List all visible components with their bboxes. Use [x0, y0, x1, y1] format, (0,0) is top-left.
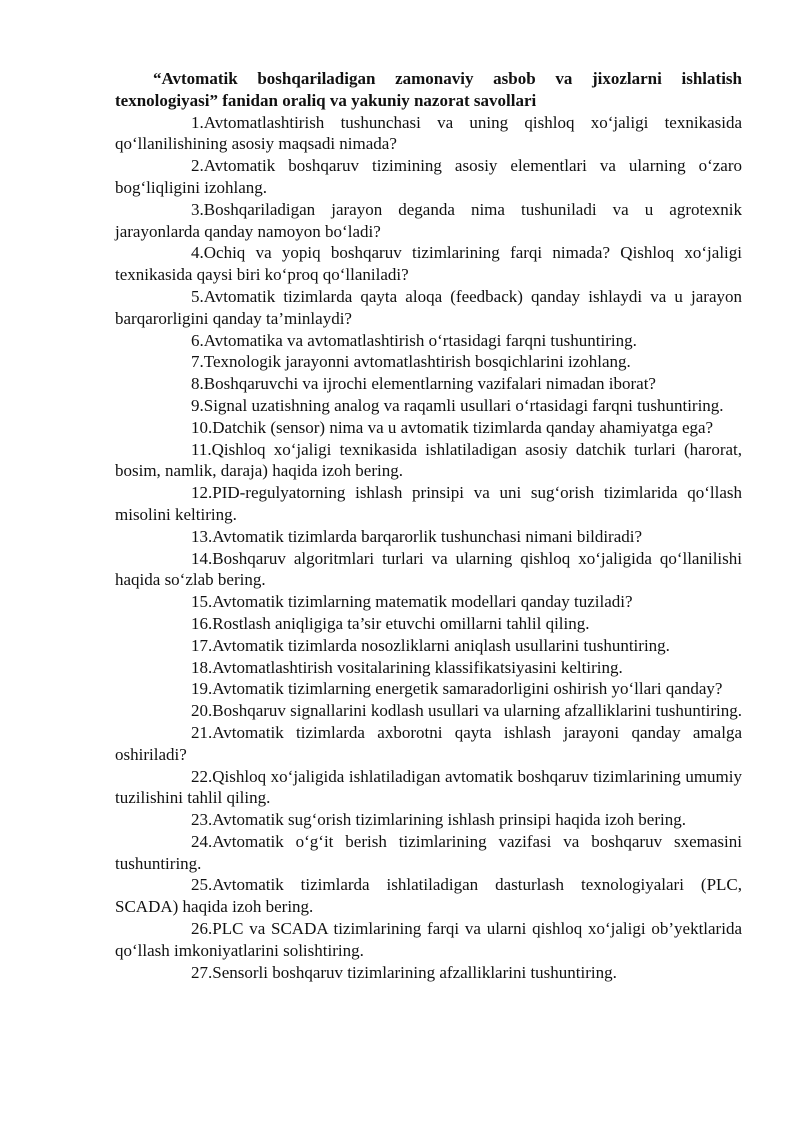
question-item — [115, 526, 742, 548]
question-number: 11. — [191, 439, 212, 459]
question-item — [115, 548, 742, 592]
question-number: 15. — [191, 592, 213, 612]
question-text: Rostlash aniqligiga ta’sir etuvchi omillarni tahlil qiling. — [212, 613, 590, 633]
question-text: Avtomatik tizimlarda barqarorlik tushunchasi nimani bildiradi? — [212, 526, 643, 546]
question-text: Sensorli boshqaruv tizimlarining afzalliklarini tushuntiring. — [212, 962, 617, 982]
question-number: 16. — [191, 613, 213, 633]
question-number: 27. — [191, 962, 213, 982]
question-item — [115, 155, 742, 199]
question-item — [115, 591, 742, 613]
question-number: 9. — [191, 395, 204, 415]
question-item — [115, 242, 742, 286]
question-text: Avtomatik o‘g‘it berish tizimlarining vazifasi va boshqaruv sxemasini tushuntiring. — [115, 831, 742, 873]
question-text: Texnologik jarayonni avtomatlashtirish bosqichlarini izohlang. — [203, 352, 631, 372]
question-text: Avtomatik tizimlarning energetik samaradorligini oshirish yo‘llari qanday? — [212, 679, 723, 699]
question-item — [115, 286, 742, 330]
question-number: 18. — [191, 657, 213, 677]
question-text: Boshqaruv signallarini kodlash usullari va ularning afzalliklarini tushuntiring. — [212, 701, 742, 721]
question-number: 8. — [191, 374, 204, 394]
question-number: 7. — [191, 352, 204, 372]
question-number: 14. — [191, 548, 213, 568]
question-item — [115, 874, 742, 918]
question-number: 20. — [191, 701, 213, 721]
question-number: 4. — [191, 243, 204, 263]
question-number: 10. — [191, 417, 213, 437]
question-number: 19. — [191, 679, 213, 699]
question-text: Qishloq xo‘jaligida ishlatiladigan avtomatik boshqaruv tizimlarining umumiy tuzilishini tahlil qiling. — [115, 766, 742, 808]
question-text: Avtomatik tizimlarning matematik modellari qanday tuziladi? — [212, 592, 633, 612]
question-item — [115, 482, 742, 526]
question-text: Avtomatik tizimlarda axborotni qayta ishlash jarayoni qanday amalga oshiriladi? — [115, 722, 742, 764]
question-text: Avtomatik tizimlarda ishlatiladigan dasturlash texnologiyalari (PLC, SCADA) haqida izoh bering. — [115, 875, 742, 917]
document-title: “Avtomatik boshqariladigan zamonaviy asbob va jixozlarni ishlatish texnologiyasi” fanidan oraliq va yakuniy nazorat savollari — [115, 69, 742, 110]
question-list — [115, 112, 742, 984]
question-text: Datchik (sensor) nima va u avtomatik tizimlarda qanday ahamiyatga ega? — [212, 417, 714, 437]
question-number: 2. — [191, 156, 204, 176]
question-text: Avtomatik tizimlarda qayta aloqa (feedback) qanday ishlaydi va u jarayon barqarorligini qanday ta’minlaydi? — [115, 286, 742, 328]
question-item — [115, 831, 742, 875]
question-item — [115, 613, 742, 635]
question-item — [115, 199, 742, 243]
question-number: 3. — [191, 199, 204, 219]
question-item — [115, 918, 742, 962]
question-text: Ochiq va yopiq boshqaruv tizimlarining farqi nimada? Qishloq xo‘jaligi texnikasida qaysi biri ko‘proq qo‘llaniladi? — [115, 243, 742, 285]
question-item — [115, 373, 742, 395]
question-text: Avtomatik boshqaruv tizimining asosiy elementlari va ularning o‘zaro bog‘liqligini izohlang. — [115, 156, 742, 197]
question-text: Avtomatlashtirish vositalarining klassifikatsiyasini keltiring. — [212, 657, 623, 677]
question-item — [115, 809, 742, 831]
question-number: 6. — [191, 330, 204, 350]
question-number: 17. — [191, 635, 213, 655]
question-item — [115, 962, 742, 984]
question-text: Avtomatik sug‘orish tizimlarining ishlash prinsipi haqida izoh bering. — [212, 810, 686, 830]
question-item — [115, 330, 742, 352]
question-item — [115, 700, 742, 722]
question-number: 1. — [191, 112, 204, 132]
question-item — [115, 351, 742, 373]
question-number: 24. — [191, 831, 213, 851]
question-text: Signal uzatishning analog va raqamli usullari o‘rtasidagi farqni tushuntiring. — [203, 395, 724, 415]
question-text: PLC va SCADA tizimlarining farqi va ularni qishloq xo‘jaligi ob’yektlarida qo‘llash imkoniyatlarini solishtiring. — [115, 919, 742, 960]
question-text: PID-regulyatorning ishlash prinsipi va uni sug‘orish tizimlarida qo‘llash misolini keltiring. — [115, 483, 742, 524]
question-number: 26. — [191, 919, 213, 939]
question-text: Qishloq xo‘jaligi texnikasida ishlatiladigan asosiy datchik turlari (harorat, bosim, namlik, daraja) haqida izoh bering. — [115, 439, 742, 481]
question-item — [115, 417, 742, 439]
question-number: 21. — [191, 722, 213, 742]
question-text: Boshqaruv algoritmlari turlari va ularning qishloq xo‘jaligida qo‘llanilishi haqida so‘zlab bering. — [115, 548, 742, 590]
question-item — [115, 112, 742, 156]
question-number: 12. — [191, 483, 213, 503]
question-item — [115, 678, 742, 700]
question-text: Avtomatik tizimlarda nosozliklarni aniqlash usullarini tushuntiring. — [212, 635, 670, 655]
question-item — [115, 722, 742, 766]
question-text: Avtomatlashtirish tushunchasi va uning qishloq xo‘jaligi texnikasida qo‘llanilishining asosiy maqsadi nimada? — [115, 112, 742, 154]
question-number: 23. — [191, 810, 213, 830]
question-item — [115, 766, 742, 810]
question-item — [115, 657, 742, 679]
question-text: Avtomatika va avtomatlashtirish o‘rtasidagi farqni tushuntiring. — [203, 330, 637, 350]
question-number: 22. — [191, 766, 213, 786]
question-number: 5. — [191, 286, 204, 306]
question-text: Boshqariladigan jarayon deganda nima tushuniladi va u agrotexnik jarayonlarda qanday namoyon bo‘ladi? — [115, 199, 742, 241]
question-text: Boshqaruvchi va ijrochi elementlarning vazifalari nimadan iborat? — [203, 374, 656, 394]
question-number: 13. — [191, 526, 213, 546]
question-item — [115, 439, 742, 483]
question-item — [115, 635, 742, 657]
question-item — [115, 395, 742, 417]
question-number: 25. — [191, 875, 213, 895]
